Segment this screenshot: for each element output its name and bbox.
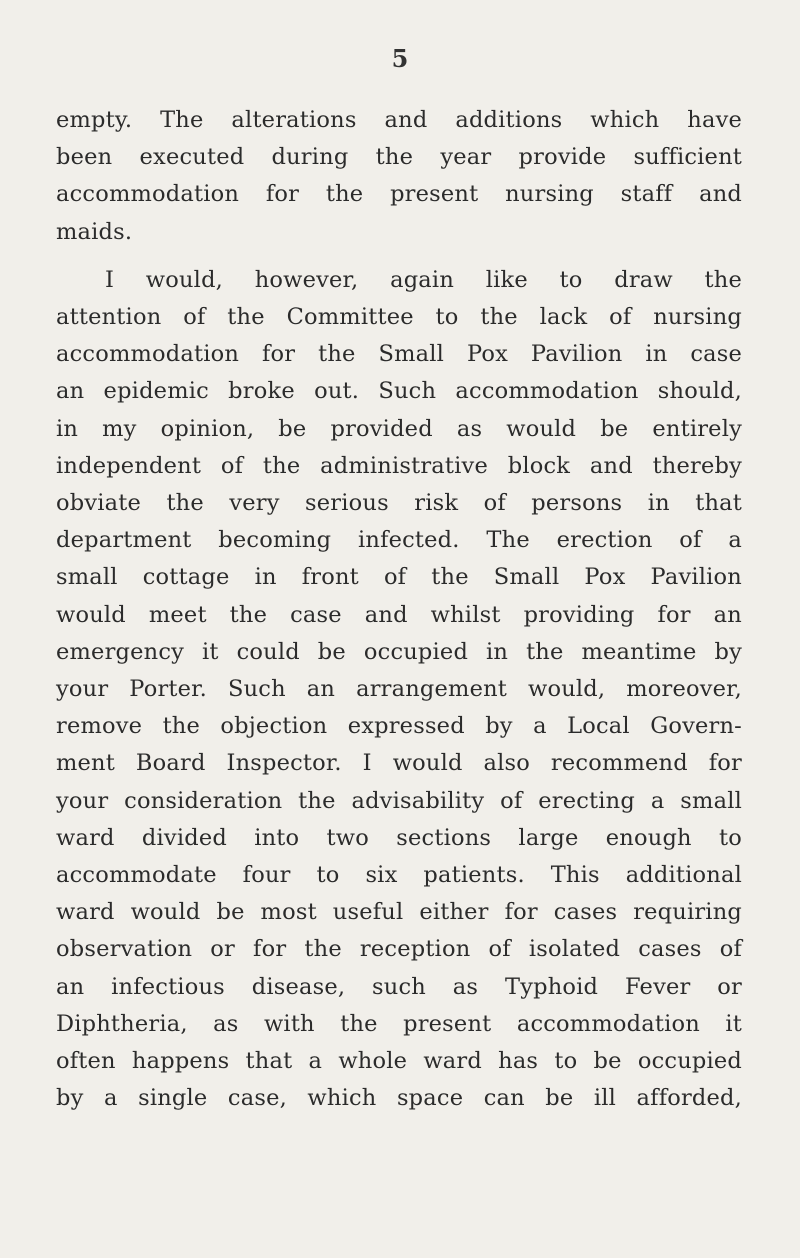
paragraph-2 bbox=[56, 262, 742, 1118]
page-number: 5 bbox=[391, 44, 409, 73]
text-line: maids. bbox=[56, 218, 133, 245]
text-line: ment Board Inspector. I would also recommend for bbox=[56, 750, 742, 777]
text-line: would meet the case and whilst providing for an bbox=[56, 601, 742, 628]
text-line: an infectious disease, such as Typhoid Fever or bbox=[56, 973, 742, 1000]
text-line: I would, however, again like to draw the bbox=[105, 266, 742, 293]
text-line: by a single case, which space can be ill afforded, bbox=[56, 1085, 742, 1112]
text-line: your consideration the advisability of erecting a small bbox=[56, 787, 742, 814]
text-line: accommodate four to six patients. This additional bbox=[56, 862, 742, 889]
text-line: ward would be most useful either for cases requiring bbox=[56, 899, 742, 926]
text-line: remove the objection expressed by a Local Govern- bbox=[56, 713, 742, 740]
paragraph-1 bbox=[56, 102, 742, 251]
body-text bbox=[56, 102, 742, 1117]
text-line: attention of the Committee to the lack of nursing bbox=[56, 304, 742, 331]
text-line: obviate the very serious risk of persons in that bbox=[56, 490, 742, 517]
text-line: your Porter. Such an arrangement would, moreover, bbox=[56, 676, 742, 703]
text-line: observation or for the reception of isolated cases of bbox=[56, 936, 742, 963]
text-line: small cottage in front of the Small Pox Pavilion bbox=[56, 564, 742, 591]
text-line: in my opinion, be provided as would be entirely bbox=[56, 415, 742, 442]
text-line: been executed during the year provide sufficient bbox=[56, 144, 742, 171]
text-line: independent of the administrative block and thereby bbox=[56, 452, 742, 479]
text-line: accommodation for the Small Pox Pavilion in case bbox=[56, 341, 742, 368]
text-line: accommodation for the present nursing staff and bbox=[56, 181, 742, 208]
text-line: ward divided into two sections large enough to bbox=[56, 824, 742, 851]
text-line: often happens that a whole ward has to be occupied bbox=[56, 1048, 742, 1075]
text-line: an epidemic broke out. Such accommodation should, bbox=[56, 378, 742, 405]
text-line: empty. The alterations and additions which have bbox=[56, 107, 742, 133]
text-line: emergency it could be occupied in the meantime by bbox=[56, 638, 742, 665]
text-line: Diphtheria, as with the present accommodation it bbox=[56, 1010, 742, 1037]
text-line: department becoming infected. The erection of a bbox=[56, 527, 742, 554]
